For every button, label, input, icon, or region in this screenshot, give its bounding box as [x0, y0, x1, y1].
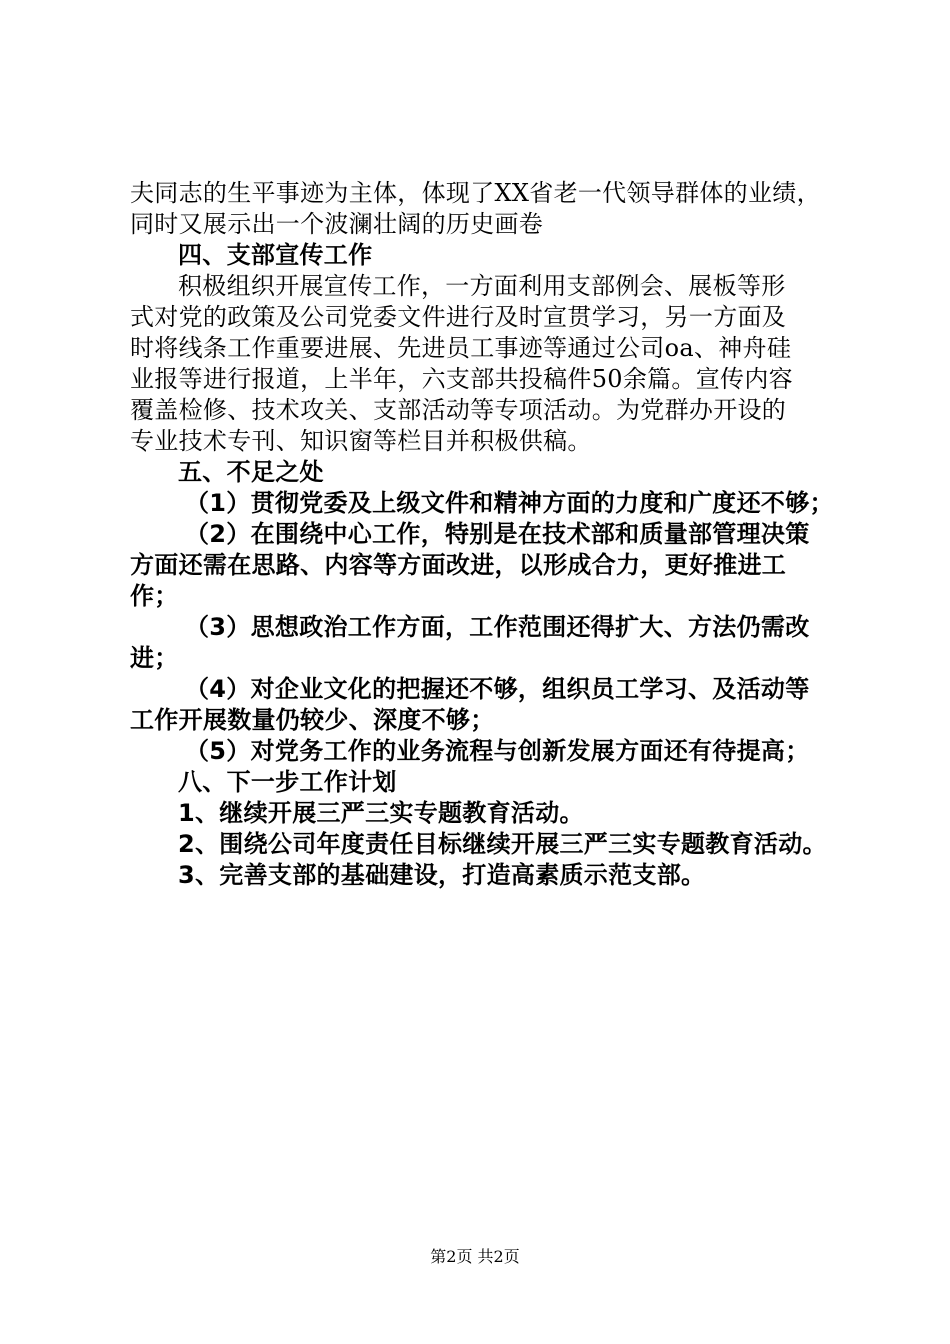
document-line: 时将线条工作重要进展、先进员工事迹等通过公司oa、神舟硅	[130, 334, 792, 362]
document-line: （4）对企业文化的把握还不够，组织员工学习、及活动等	[185, 675, 810, 703]
document-line: （5）对党务工作的业务流程与创新发展方面还有待提高；	[185, 737, 810, 765]
document-line: 四、支部宣传工作	[178, 241, 373, 269]
document-line: 八、下一步工作计划	[178, 768, 397, 796]
document-line: 同时又展示出一个波澜壮阔的历史画卷	[130, 210, 544, 238]
document-line: 作；	[130, 582, 179, 610]
document-line: 方面还需在思路、内容等方面改进，以形成合力，更好推进工	[130, 551, 787, 579]
document-line: （1）贯彻党委及上级文件和精神方面的力度和广度还不够；	[185, 489, 834, 517]
document-line: 工作开展数量仍较少、深度不够；	[130, 706, 495, 734]
document-line: 积极组织开展宣传工作，一方面利用支部例会、展板等形	[178, 272, 786, 300]
document-line: 进；	[130, 644, 179, 672]
document-line: （3）思想政治工作方面，工作范围还得扩大、方法仍需改	[185, 613, 810, 641]
document-line: 专业技术专刊、知识窗等栏目并积极供稿。	[130, 427, 592, 455]
document-line: 夫同志的生平事迹为主体，体现了XX省老一代领导群体的业绩，	[130, 179, 821, 207]
document-line: 2、围绕公司年度责任目标继续开展三严三实专题教育活动。	[178, 830, 827, 858]
document-line: 五、不足之处	[178, 458, 324, 486]
document-body	[130, 178, 850, 891]
document-line: 1、继续开展三严三实专题教育活动。	[178, 799, 584, 827]
document-line: 覆盖检修、技术攻关、支部活动等专项活动。为党群办开设的	[130, 396, 787, 424]
document-line: 式对党的政策及公司党委文件进行及时宣贯学习，另一方面及	[130, 303, 787, 331]
page-footer: 第2页 共2页	[430, 1247, 520, 1266]
document-line: （2）在围绕中心工作，特别是在技术部和质量部管理决策	[185, 520, 810, 548]
document-line: 3、完善支部的基础建设，打造高素质示范支部。	[178, 861, 706, 889]
document-line: 业报等进行报道，上半年，六支部共投稿件50余篇。宣传内容	[130, 365, 793, 393]
